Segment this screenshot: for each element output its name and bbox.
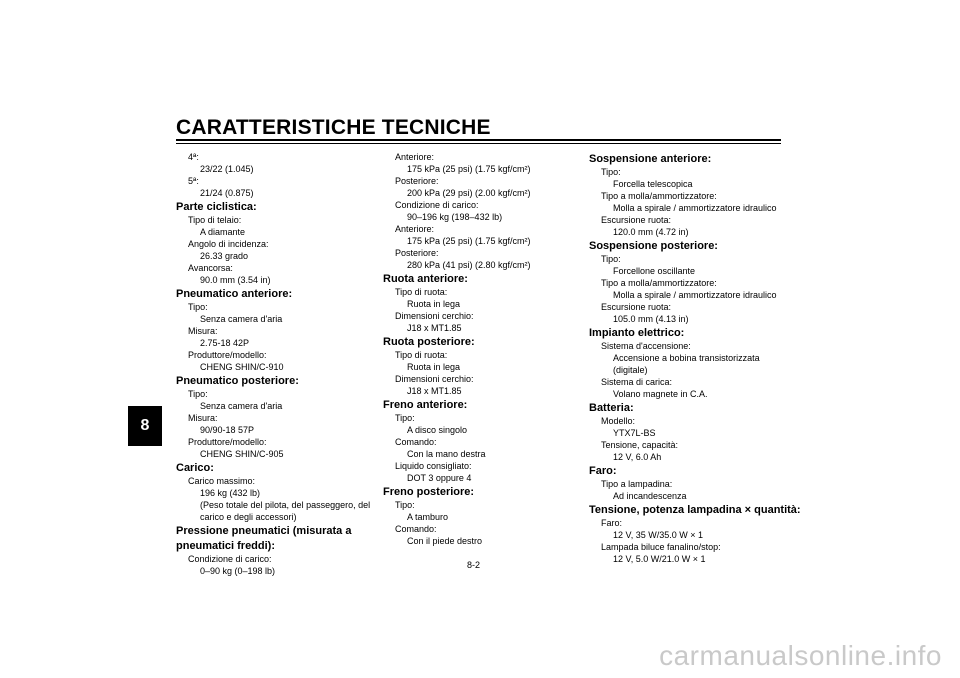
section-heading: Tensione, potenza lampadina × quantità: — [589, 504, 801, 516]
spec-value: 23/22 (1.045) — [200, 164, 254, 174]
spec-value: CHENG SHIN/C-910 — [200, 362, 284, 372]
spec-value: 21/24 (0.875) — [200, 188, 254, 198]
spec-value: 0–90 kg (0–198 lb) — [200, 566, 276, 576]
spec-value: 90/90-18 57P — [200, 425, 255, 435]
spec-value: 12 V, 35 W/35.0 W × 1 — [613, 530, 703, 540]
spec-value: 12 V, 6.0 Ah — [613, 452, 662, 462]
spec-label: Sistema d'accensione: — [601, 341, 691, 351]
spec-value: Senza camera d'aria — [200, 401, 283, 411]
page-number: 8-2 — [467, 560, 481, 570]
section-heading: Faro: — [589, 465, 617, 477]
spec-value: 175 kPa (25 psi) (1.75 kgf/cm²) — [407, 236, 531, 246]
section-heading: Sospensione anteriore: — [589, 153, 712, 165]
spec-value: Forcella telescopica — [613, 179, 693, 189]
spec-value: 175 kPa (25 psi) (1.75 kgf/cm²) — [407, 164, 531, 174]
spec-label: 5ª: — [188, 176, 199, 186]
spec-label: 4ª: — [188, 152, 199, 162]
spec-value: Accensione a bobina transistorizzata — [613, 353, 760, 363]
spec-value: A disco singolo — [407, 425, 468, 435]
spec-value: Con la mano destra — [407, 449, 486, 459]
spec-value: J18 x MT1.85 — [407, 386, 462, 396]
spec-label: Angolo di incidenza: — [188, 239, 269, 249]
spec-label: Dimensioni cerchio: — [395, 374, 474, 384]
spec-label: Posteriore: — [395, 176, 439, 186]
spec-label: Escursione ruota: — [601, 302, 672, 312]
spec-column-1 — [176, 151, 376, 577]
spec-label: Faro: — [601, 518, 623, 528]
spec-value: 280 kPa (41 psi) (2.80 kgf/cm²) — [407, 260, 531, 270]
spec-label: Modello: — [601, 416, 636, 426]
spec-label: Escursione ruota: — [601, 215, 672, 225]
chapter-tab: 8 — [128, 406, 162, 446]
spec-value: 120.0 mm (4.72 in) — [613, 227, 689, 237]
spec-value: DOT 3 oppure 4 — [407, 473, 472, 483]
spec-value: J18 x MT1.85 — [407, 323, 462, 333]
spec-value: 12 V, 5.0 W/21.0 W × 1 — [613, 554, 706, 564]
spec-value: carico e degli accessori) — [200, 512, 297, 522]
spec-label: Tipo: — [188, 302, 208, 312]
section-heading: Batteria: — [589, 402, 634, 414]
spec-value: A diamante — [200, 227, 246, 237]
spec-label: Misura: — [188, 413, 218, 423]
spec-value: 196 kg (432 lb) — [200, 488, 261, 498]
spec-label: Tipo di ruota: — [395, 350, 448, 360]
spec-value: CHENG SHIN/C-905 — [200, 449, 284, 459]
section-heading: Impianto elettrico: — [589, 327, 685, 339]
section-heading: pneumatici freddi): — [176, 540, 276, 552]
spec-label: Condizione di carico: — [395, 200, 479, 210]
section-heading: Parte ciclistica: — [176, 201, 257, 213]
spec-label: Posteriore: — [395, 248, 439, 258]
spec-label: Condizione di carico: — [188, 554, 272, 564]
title-rule — [176, 139, 781, 141]
spec-label: Produttore/modello: — [188, 437, 267, 447]
spec-label: Liquido consigliato: — [395, 461, 472, 471]
spec-value: Senza camera d'aria — [200, 314, 283, 324]
spec-label: Tipo: — [601, 254, 621, 264]
spec-value: 90.0 mm (3.54 in) — [200, 275, 271, 285]
spec-value: 90–196 kg (198–432 lb) — [407, 212, 503, 222]
spec-value: (Peso totale del pilota, del passeggero, del — [200, 500, 371, 510]
section-heading: Pneumatico anteriore: — [176, 288, 293, 300]
spec-value: Con il piede destro — [407, 536, 483, 546]
spec-column-3 — [589, 151, 801, 565]
spec-value: Volano magnete in C.A. — [613, 389, 708, 399]
spec-column-2 — [383, 151, 583, 547]
spec-label: Tipo di telaio: — [188, 215, 242, 225]
spec-value: 26.33 grado — [200, 251, 249, 261]
spec-label: Tipo di ruota: — [395, 287, 448, 297]
spec-value: YTX7L-BS — [613, 428, 656, 438]
watermark: carmanualsonline.info — [659, 640, 942, 671]
spec-value: Ad incandescenza — [613, 491, 687, 501]
spec-label: Comando: — [395, 437, 437, 447]
spec-value: 105.0 mm (4.13 in) — [613, 314, 689, 324]
spec-value: A tamburo — [407, 512, 449, 522]
spec-label: Tipo: — [395, 413, 415, 423]
title-rule-thin — [176, 143, 781, 144]
spec-label: Avancorsa: — [188, 263, 233, 273]
page-title: CARATTERISTICHE TECNICHE — [176, 116, 491, 139]
spec-label: Comando: — [395, 524, 437, 534]
section-heading: Ruota posteriore: — [383, 336, 475, 348]
spec-label: Carico massimo: — [188, 476, 256, 486]
spec-value: Ruota in lega — [407, 299, 461, 309]
spec-label: Lampada biluce fanalino/stop: — [601, 542, 721, 552]
section-heading: Pressione pneumatici (misurata a — [176, 525, 352, 537]
spec-label: Tipo: — [188, 389, 208, 399]
spec-value: (digitale) — [613, 365, 648, 375]
spec-value: Molla a spirale / ammortizzatore idraulico — [613, 203, 777, 213]
spec-label: Misura: — [188, 326, 218, 336]
section-heading: Pneumatico posteriore: — [176, 375, 299, 387]
spec-label: Sistema di carica: — [601, 377, 673, 387]
spec-label: Produttore/modello: — [188, 350, 267, 360]
section-heading: Ruota anteriore: — [383, 273, 468, 285]
spec-label: Anteriore: — [395, 152, 435, 162]
section-heading: Carico: — [176, 462, 214, 474]
spec-label: Anteriore: — [395, 224, 435, 234]
spec-label: Tipo: — [601, 167, 621, 177]
section-heading: Freno posteriore: — [383, 486, 475, 498]
spec-value: 200 kPa (29 psi) (2.00 kgf/cm²) — [407, 188, 531, 198]
spec-label: Tipo: — [395, 500, 415, 510]
spec-value: Ruota in lega — [407, 362, 461, 372]
spec-label: Tipo a molla/ammortizzatore: — [601, 278, 717, 288]
spec-value: Molla a spirale / ammortizzatore idraulico — [613, 290, 777, 300]
spec-label: Dimensioni cerchio: — [395, 311, 474, 321]
spec-label: Tipo a molla/ammortizzatore: — [601, 191, 717, 201]
spec-label: Tensione, capacità: — [601, 440, 679, 450]
spec-label: Tipo a lampadina: — [601, 479, 673, 489]
spec-value: Forcellone oscillante — [613, 266, 696, 276]
spec-value: 2.75-18 42P — [200, 338, 250, 348]
section-heading: Freno anteriore: — [383, 399, 468, 411]
section-heading: Sospensione posteriore: — [589, 240, 718, 252]
